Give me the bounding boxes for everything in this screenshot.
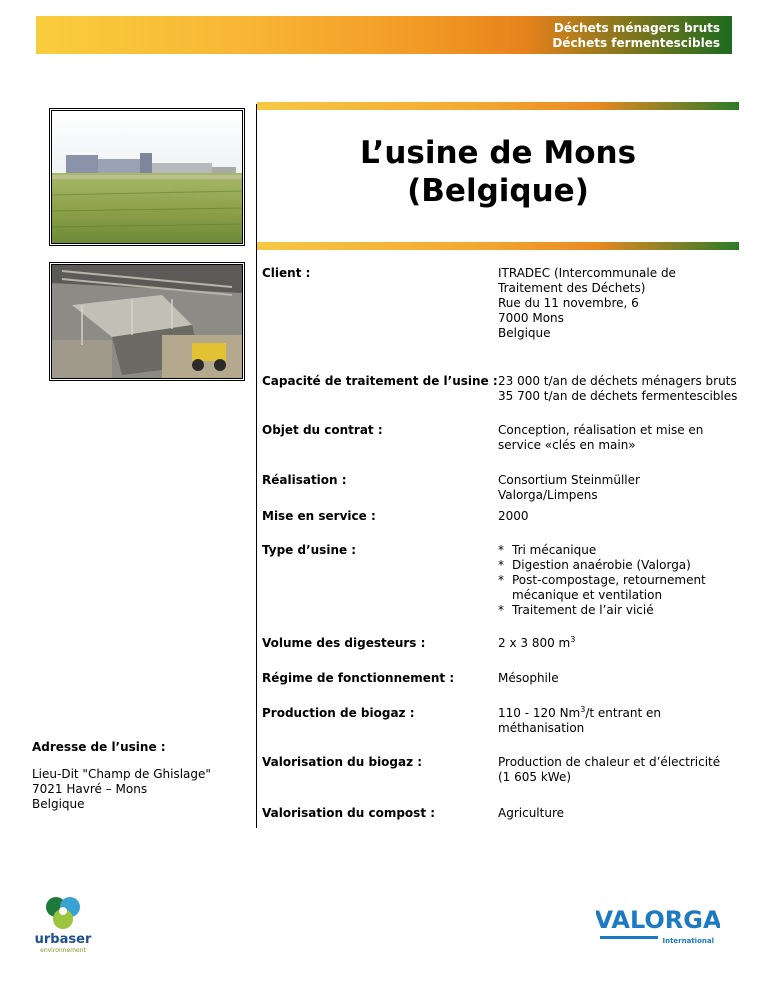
biogaz-exponent: 3 <box>580 705 586 714</box>
page-title-line-2: (Belgique) <box>407 173 589 209</box>
list-item-text: Traitement de l’air vicié <box>512 603 654 617</box>
regime-label: Régime de fonctionnement : <box>262 671 455 685</box>
valorga-logo-tagline: International <box>662 937 714 945</box>
header-banner <box>36 16 732 54</box>
header-line-1: Déchets ménagers bruts <box>553 21 720 35</box>
type-usine-list <box>498 543 738 618</box>
regime-value: Mésophile <box>498 671 559 685</box>
client-line: Traitement des Déchets) <box>498 281 646 295</box>
urbaser-logo <box>34 893 92 955</box>
client-line: Rue du 11 novembre, 6 <box>498 296 639 310</box>
biogaz-text-suffix: /t entrant en <box>585 706 661 720</box>
list-item <box>498 603 738 618</box>
objet-line: Conception, réalisation et mise en <box>498 423 704 437</box>
bullet-star: * <box>498 573 504 587</box>
valorisation-compost-label: Valorisation du compost : <box>262 806 436 820</box>
urbaser-logo-text: urbaser <box>34 932 92 947</box>
client-line: Belgique <box>498 326 551 340</box>
biogaz-text: 110 - 120 Nm <box>498 706 581 720</box>
capacite-line: 23 000 t/an de déchets ménagers bruts <box>498 374 737 388</box>
list-item <box>498 573 738 603</box>
address-line: Lieu-Dit "Champ de Ghislage" <box>32 767 211 781</box>
capacite-label: Capacité de traitement de l’usine : <box>262 374 498 388</box>
list-item <box>498 558 738 573</box>
client-line: ITRADEC (Intercommunale de <box>498 266 676 280</box>
top-divider-stripe <box>257 102 739 110</box>
valorga-logo-text: VALORGA <box>596 906 720 934</box>
vertical-divider <box>256 104 257 828</box>
page-title <box>257 134 739 210</box>
valorisation-compost-value: Agriculture <box>498 806 564 820</box>
valorisation-biogaz-line: (1 605 kWe) <box>498 770 572 784</box>
header-line-2: Déchets fermentescibles <box>552 36 720 50</box>
bullet-star: * <box>498 543 504 557</box>
bullet-star: * <box>498 558 504 572</box>
realisation-value: Consortium Steinmüller Valorga/Limpens <box>498 473 640 502</box>
objet-line: service «clés en main» <box>498 438 636 452</box>
capacite-line: 35 700 t/an de déchets fermentescibles <box>498 389 738 403</box>
page-title-line-1: L’usine de Mons <box>359 135 637 171</box>
list-item-text: Tri mécanique <box>512 543 597 557</box>
list-item-text: Post-compostage, retournement mécanique et ventilation <box>512 573 706 602</box>
realisation-label: Réalisation : <box>262 473 347 487</box>
middle-divider-stripe <box>257 242 739 250</box>
type-usine-label: Type d’usine : <box>262 543 357 557</box>
objet-value <box>498 423 738 453</box>
biogaz-label: Production de biogaz : <box>262 706 415 720</box>
volume-value <box>498 636 738 651</box>
list-item-text: Digestion anaérobie (Valorga) <box>512 558 691 572</box>
volume-exponent: 3 <box>570 635 576 644</box>
address-line: Belgique <box>32 797 85 811</box>
capacite-value <box>498 374 738 404</box>
volume-label: Volume des digesteurs : <box>262 636 426 650</box>
header-text <box>552 21 720 51</box>
valorisation-biogaz-line: Production de chaleur et d’électricité <box>498 755 721 769</box>
client-value <box>498 266 738 341</box>
objet-label: Objet du contrat : <box>262 423 383 437</box>
volume-text: 2 x 3 800 m <box>498 636 571 650</box>
client-line: 7000 Mons <box>498 311 564 325</box>
valorga-logo <box>596 900 720 950</box>
plant-address <box>32 740 211 812</box>
mise-en-service-label: Mise en service : <box>262 509 376 523</box>
plant-exterior-photo <box>49 108 245 246</box>
address-line: 7021 Havré – Mons <box>32 782 148 796</box>
valorisation-biogaz-label: Valorisation du biogaz : <box>262 755 423 769</box>
address-heading: Adresse de l’usine : <box>32 740 166 754</box>
client-label: Client : <box>262 266 311 280</box>
urbaser-logo-tagline: environnement <box>40 947 86 954</box>
mise-en-service-value: 2000 <box>498 509 529 523</box>
list-item <box>498 543 738 558</box>
biogaz-text-line2: méthanisation <box>498 721 585 735</box>
valorisation-biogaz-value <box>498 755 738 785</box>
plant-interior-photo <box>49 262 245 381</box>
biogaz-value <box>498 706 738 736</box>
bullet-star: * <box>498 603 504 617</box>
